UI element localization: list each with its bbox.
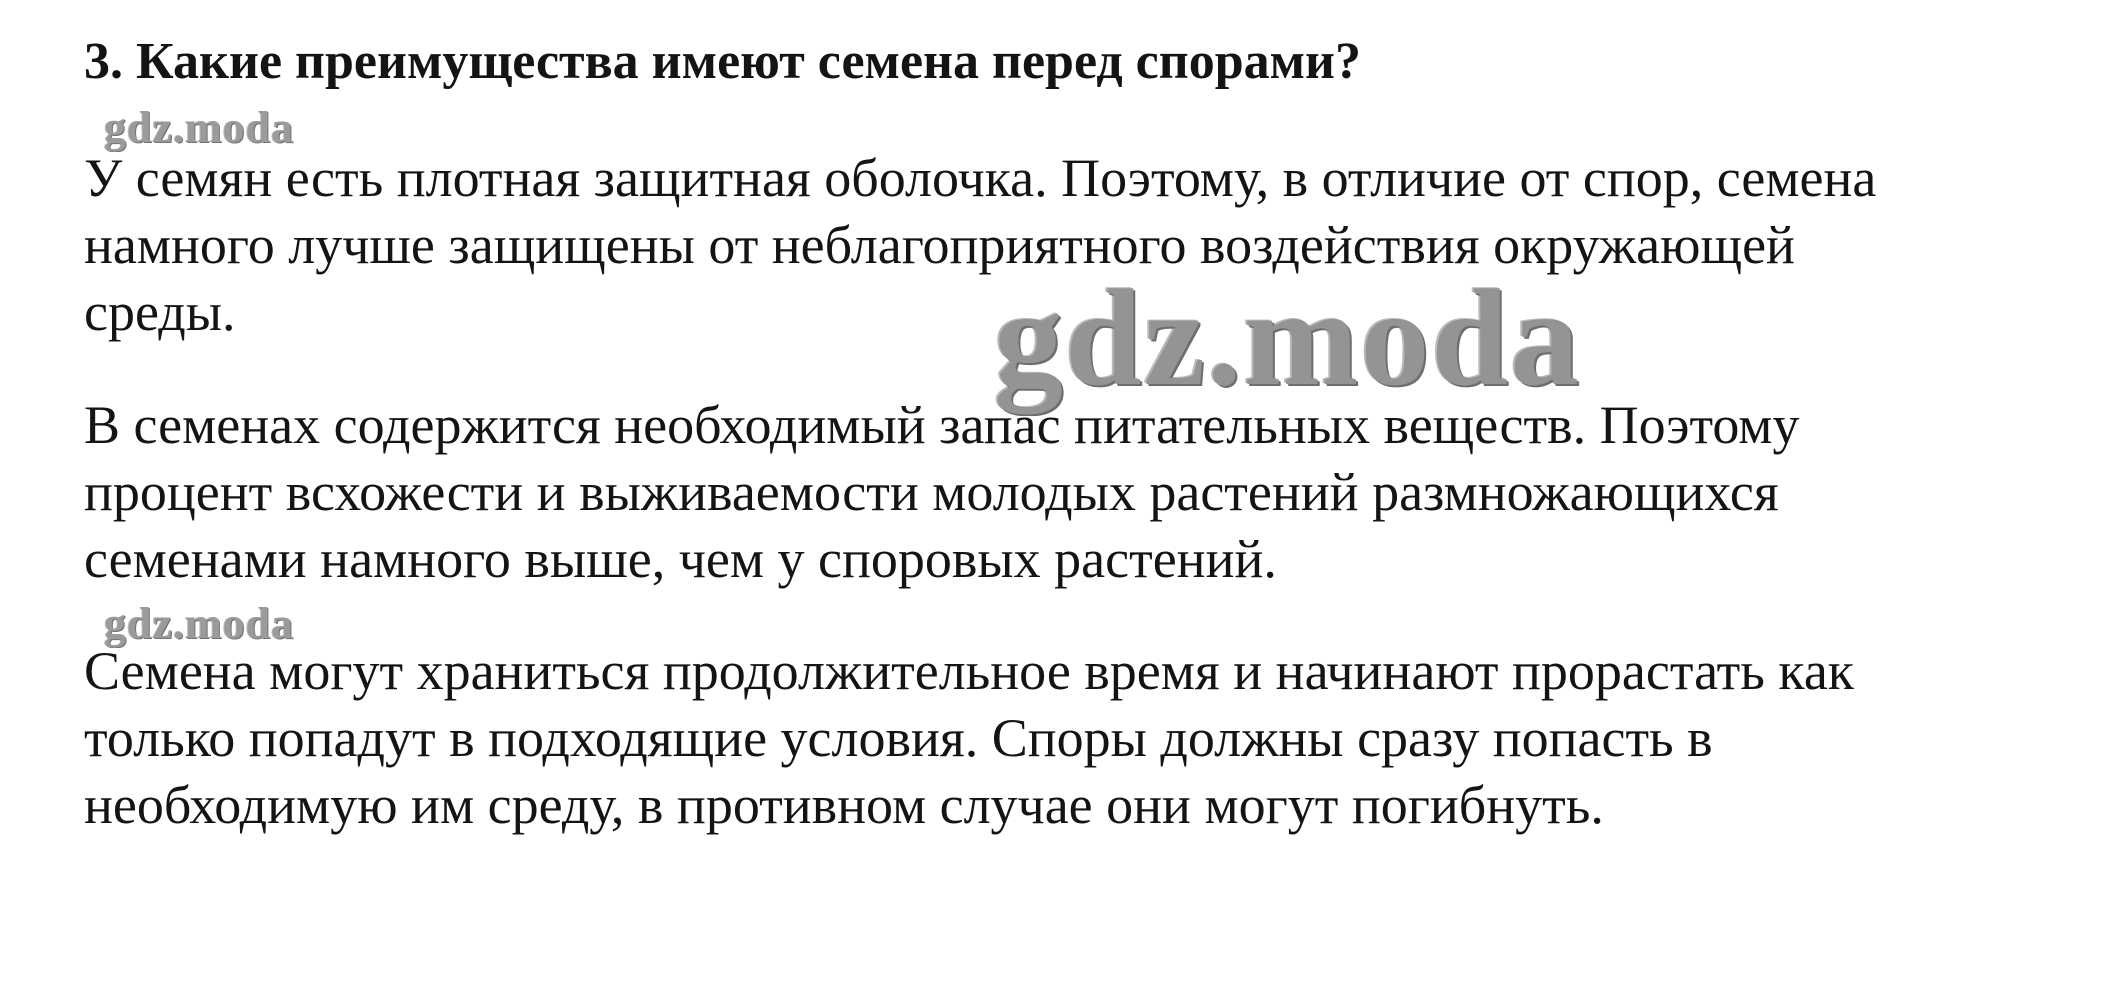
paragraph-line: намного лучше защищены от неблагоприятного воздействия окружающей (84, 215, 1795, 275)
paragraph-line: В семенах содержится необходимый запас питательных веществ. Поэтому (84, 395, 1800, 455)
paragraph-line: процент всхожести и выживаемости молодых растений размножающихся (84, 462, 1779, 522)
watermark-small-top: gdz.moda (104, 103, 295, 152)
watermark-small-bottom: gdz.moda (104, 599, 295, 648)
answer-paragraph-2 (84, 392, 2084, 593)
paragraph-line: необходимую им среду, в противном случае они могут погибнуть. (84, 775, 1604, 835)
paragraph-line: только попадут в подходящие условия. Споры должны сразу попасть в (84, 708, 1713, 768)
paragraph-line: среды. (84, 282, 236, 342)
answer-paragraph-3 (84, 638, 2084, 839)
question-heading: 3. Какие преимущества имеют семена перед спорами? (84, 33, 1361, 90)
paragraph-line: семенами намного выше, чем у споровых растений. (84, 529, 1277, 589)
paragraph-line: Семена могут храниться продолжительное время и начинают прорастать как (84, 641, 1855, 701)
watermark-large-center: gdz.moda (994, 261, 1582, 414)
paragraph-line: У семян есть плотная защитная оболочка. Поэтому, в отличие от спор, семена (84, 148, 1877, 208)
